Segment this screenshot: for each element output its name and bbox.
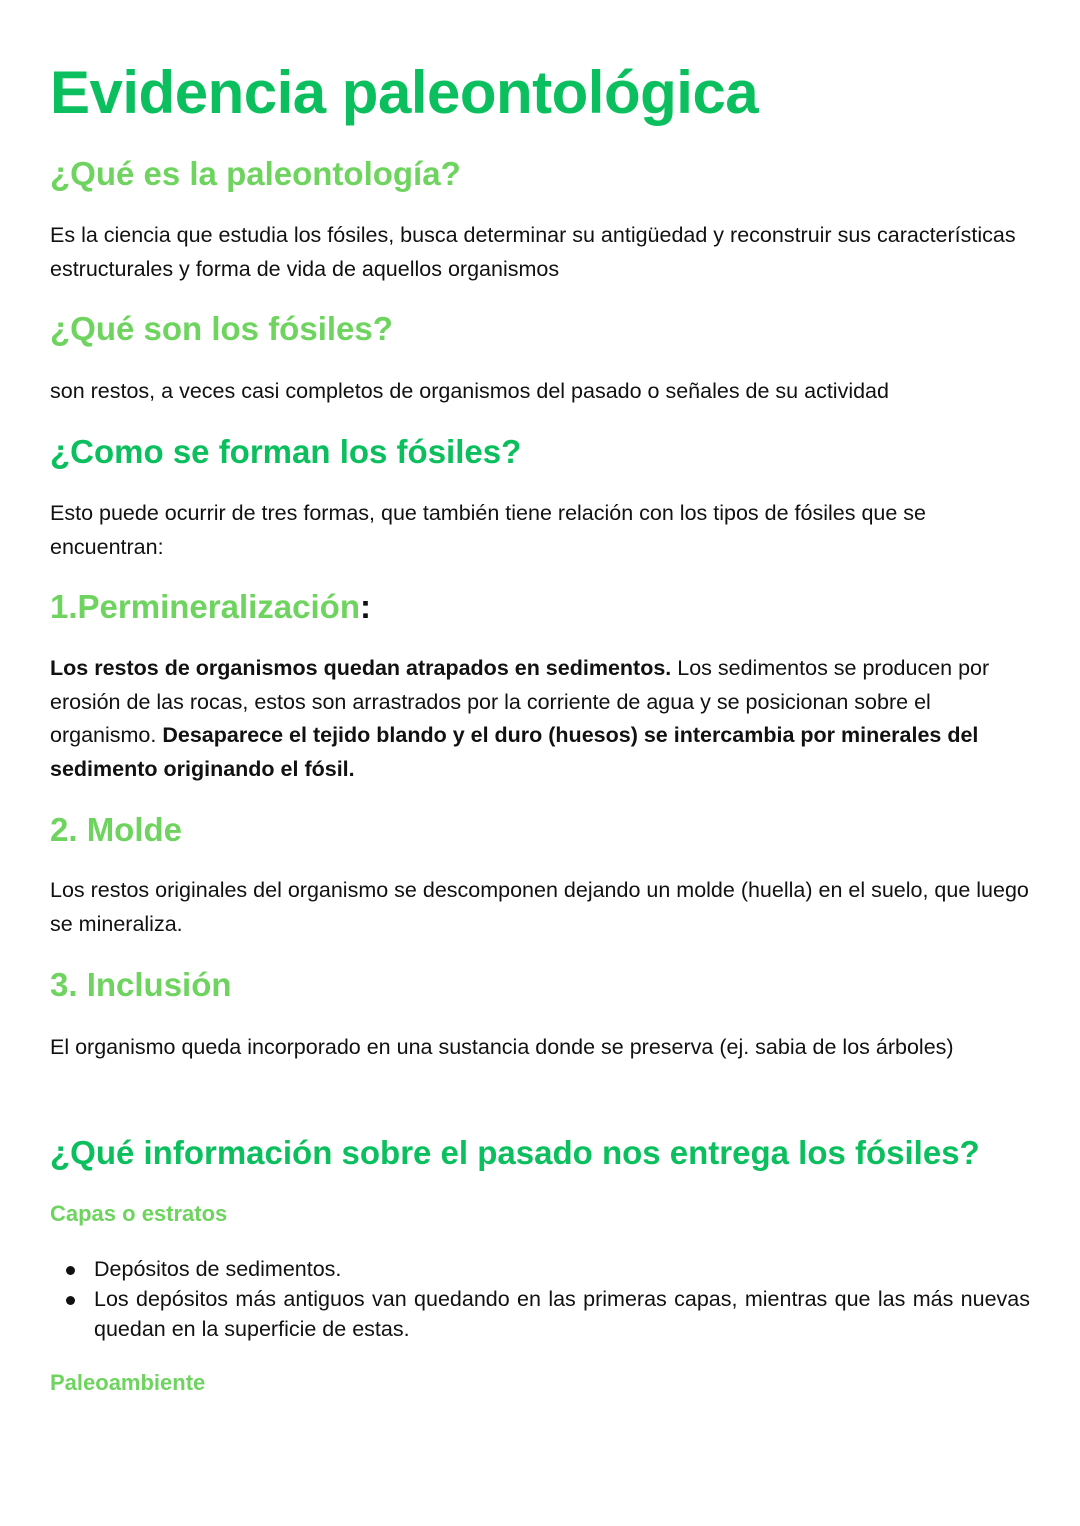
bullet-list-capas <box>50 1254 1030 1344</box>
heading-colon: : <box>359 588 371 625</box>
heading-permineralizacion-text: 1.Permineralización <box>50 588 360 625</box>
paragraph-inclusion: El organismo queda incorporado en una sustancia donde se preserva (ej. sabia de los árboles) <box>50 1035 954 1059</box>
bullet-icon <box>66 1266 75 1275</box>
bold-text-2: Desaparece el tejido blando y el duro (huesos) se intercambia por minerales del sedimento originando el fósil. <box>50 723 979 781</box>
heading-informacion: ¿Qué información sobre el pasado nos entrega los fósiles? <box>50 1134 980 1171</box>
heading-paleontologia: ¿Qué es la paleontología? <box>50 155 461 192</box>
list-item <box>50 1284 1030 1344</box>
paragraph-paleontologia: Es la ciencia que estudia los fósiles, busca determinar su antigüedad y reconstruir sus características estructurales y forma de vida de aquellos organismos <box>50 223 1016 281</box>
page-title: Evidencia paleontológica <box>50 59 759 126</box>
heading-fosiles: ¿Qué son los fósiles? <box>50 310 393 347</box>
heading-formacion: ¿Como se forman los fósiles? <box>50 433 522 470</box>
heading-inclusion: 3. Inclusión <box>50 966 232 1003</box>
heading-permineralizacion <box>50 588 371 626</box>
paragraph-permineralizacion <box>50 652 1030 786</box>
paragraph-molde: Los restos originales del organismo se descomponen dejando un molde (huella) en el suelo, que luego se mineraliza. <box>50 878 1029 936</box>
list-item-text: Depósitos de sedimentos. <box>94 1257 342 1281</box>
paragraph-fosiles: son restos, a veces casi completos de organismos del pasado o señales de su actividad <box>50 379 889 403</box>
bullet-icon <box>66 1296 75 1305</box>
bold-text-1: Los restos de organismos quedan atrapados en sedimentos. <box>50 656 672 680</box>
subheading-paleoambiente: Paleoambiente <box>50 1370 206 1395</box>
subheading-capas-estratos: Capas o estratos <box>50 1201 228 1226</box>
list-item <box>50 1254 1030 1284</box>
list-item-text: Los depósitos más antiguos van quedando en las primeras capas, mientras que las más nuevas quedan en la superficie de estas. <box>94 1287 1030 1341</box>
paragraph-formacion: Esto puede ocurrir de tres formas, que también tiene relación con los tipos de fósiles que se encuentran: <box>50 501 927 559</box>
heading-molde: 2. Molde <box>50 811 183 848</box>
normal-text-1: Los sedimentos se producen por erosión de las rocas, estos son arrastrados por la corriente de agua y se posicionan sobre el organismo. <box>50 656 990 747</box>
